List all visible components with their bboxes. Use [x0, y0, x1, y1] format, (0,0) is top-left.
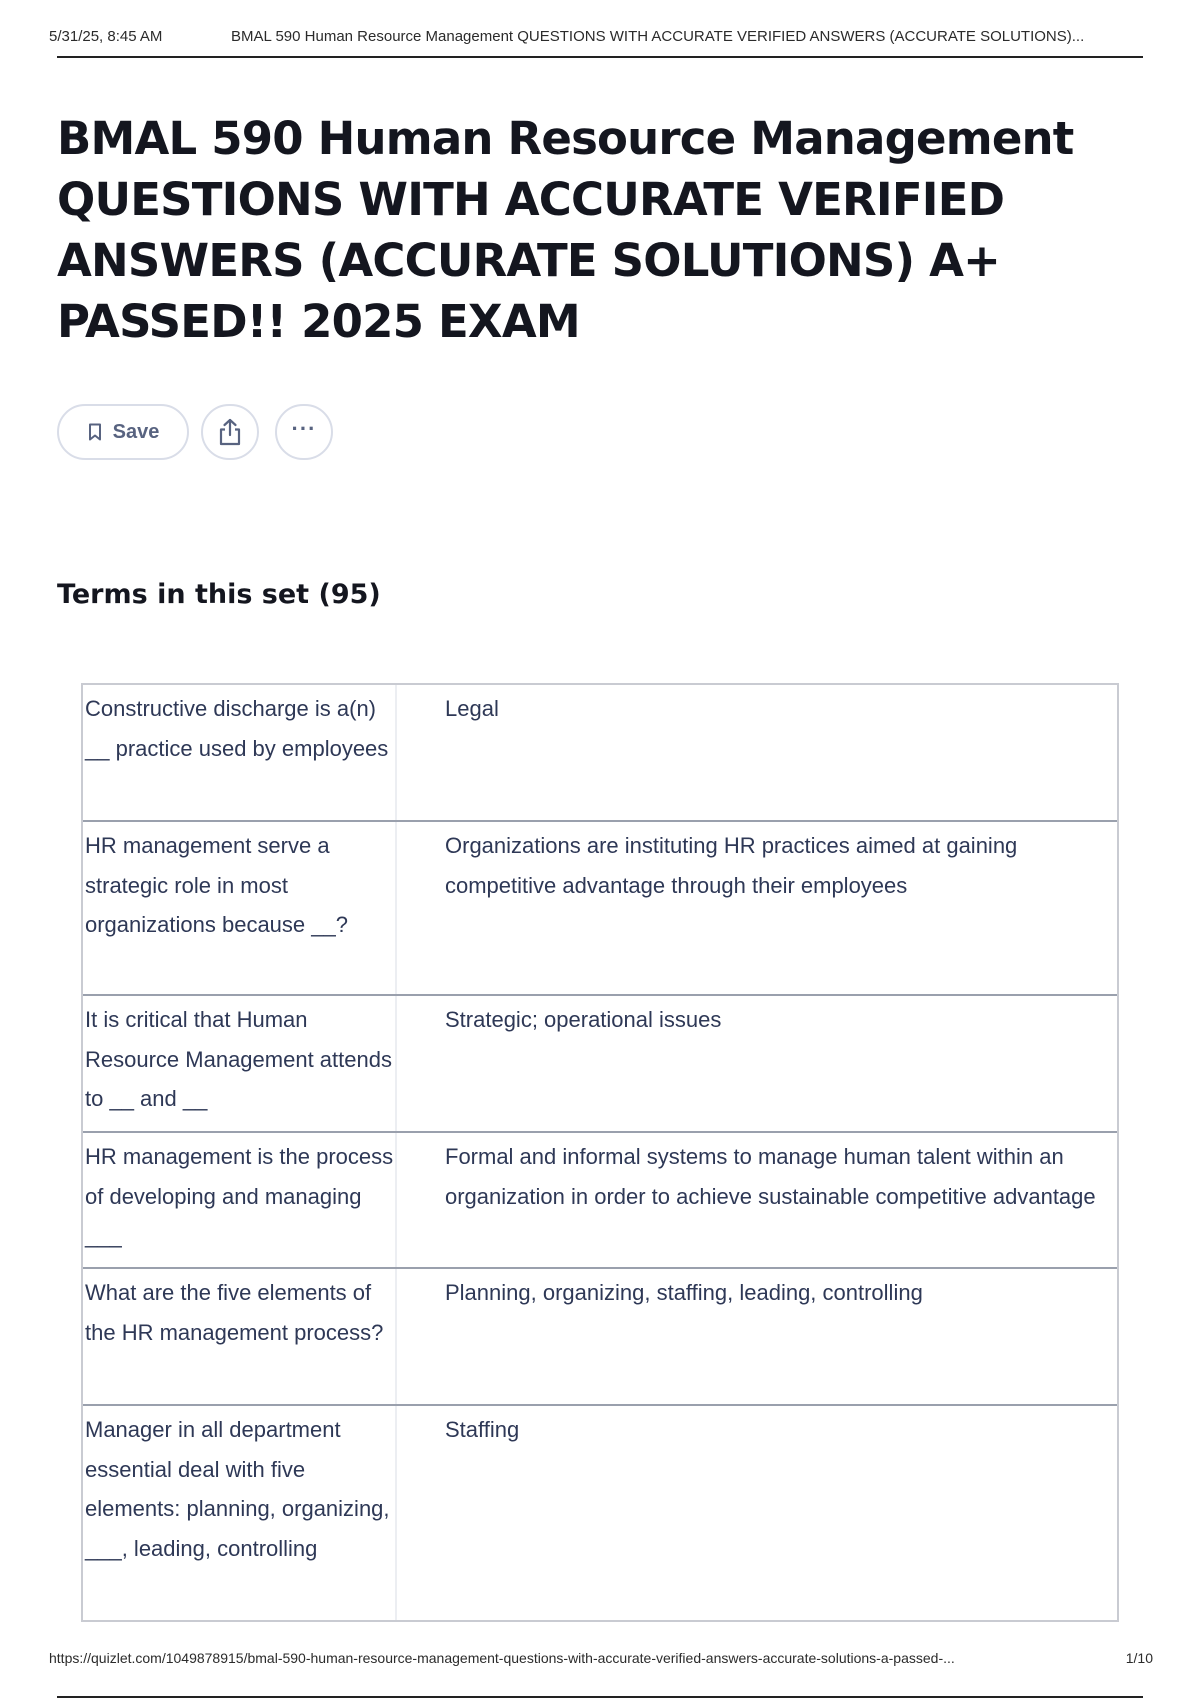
term-row — [83, 822, 1117, 996]
term-text: Manager in all department essential deal with five elements: planning, organizing, ___, leading, controlling — [83, 1406, 397, 1620]
page-number: 1/10 — [1125, 1650, 1153, 1666]
save-button-label: Save — [112, 420, 160, 443]
term-definition: Organizations are instituting HR practices aimed at gaining competitive advantage through their employees — [445, 833, 1018, 898]
term-text: What are the five elements of the HR management process? — [83, 1269, 397, 1404]
term-text: HR management serve a strategic role in most organizations because __? — [83, 822, 397, 994]
term-definition: Strategic; operational issues — [445, 1007, 722, 1032]
term-text: Constructive discharge is a(n) __ practice used by employees — [83, 685, 397, 820]
term-row — [83, 1133, 1117, 1269]
more-options-button[interactable] — [275, 404, 333, 460]
page-title: BMAL 590 Human Resource Management QUESTIONS WITH ACCURATE VERIFIED ANSWERS (ACCURATE SOLUTIONS) A+ PASSED!! 2025 EXAM — [57, 112, 1074, 348]
more-horizontal-icon: ··· — [291, 416, 317, 441]
term-row — [83, 685, 1117, 822]
bookmark-icon — [87, 422, 103, 442]
save-button[interactable] — [57, 404, 189, 460]
share-button[interactable] — [201, 404, 259, 460]
term-text: HR management is the process of developing and managing ___ — [83, 1133, 397, 1267]
term-definition: Planning, organizing, staffing, leading, controlling — [445, 1280, 923, 1305]
term-text: It is critical that Human Resource Management attends to __ and __ — [83, 996, 397, 1131]
term-row — [83, 1406, 1117, 1620]
header-divider — [57, 56, 1143, 58]
term-row — [83, 996, 1117, 1133]
term-definition: Legal — [445, 696, 499, 721]
share-icon — [217, 417, 243, 447]
term-row — [83, 1269, 1117, 1406]
print-url: https://quizlet.com/1049878915/bmal-590-human-resource-management-questions-with-accurate-verified-answers-accurate-solutions-a-passed-... — [49, 1650, 955, 1666]
terms-heading: Terms in this set (95) — [57, 579, 381, 610]
print-date: 5/31/25, 8:45 AM — [49, 28, 163, 45]
term-definition: Formal and informal systems to manage human talent within an organization in order to achieve sustainable competitive advantage — [445, 1144, 1096, 1209]
print-doc-title: BMAL 590 Human Resource Management QUESTIONS WITH ACCURATE VERIFIED ANSWERS (ACCURATE SOLUTIONS)... — [231, 28, 1085, 45]
footer-divider — [57, 1696, 1143, 1698]
term-definition: Staffing — [445, 1417, 520, 1442]
terms-table — [81, 683, 1119, 1622]
